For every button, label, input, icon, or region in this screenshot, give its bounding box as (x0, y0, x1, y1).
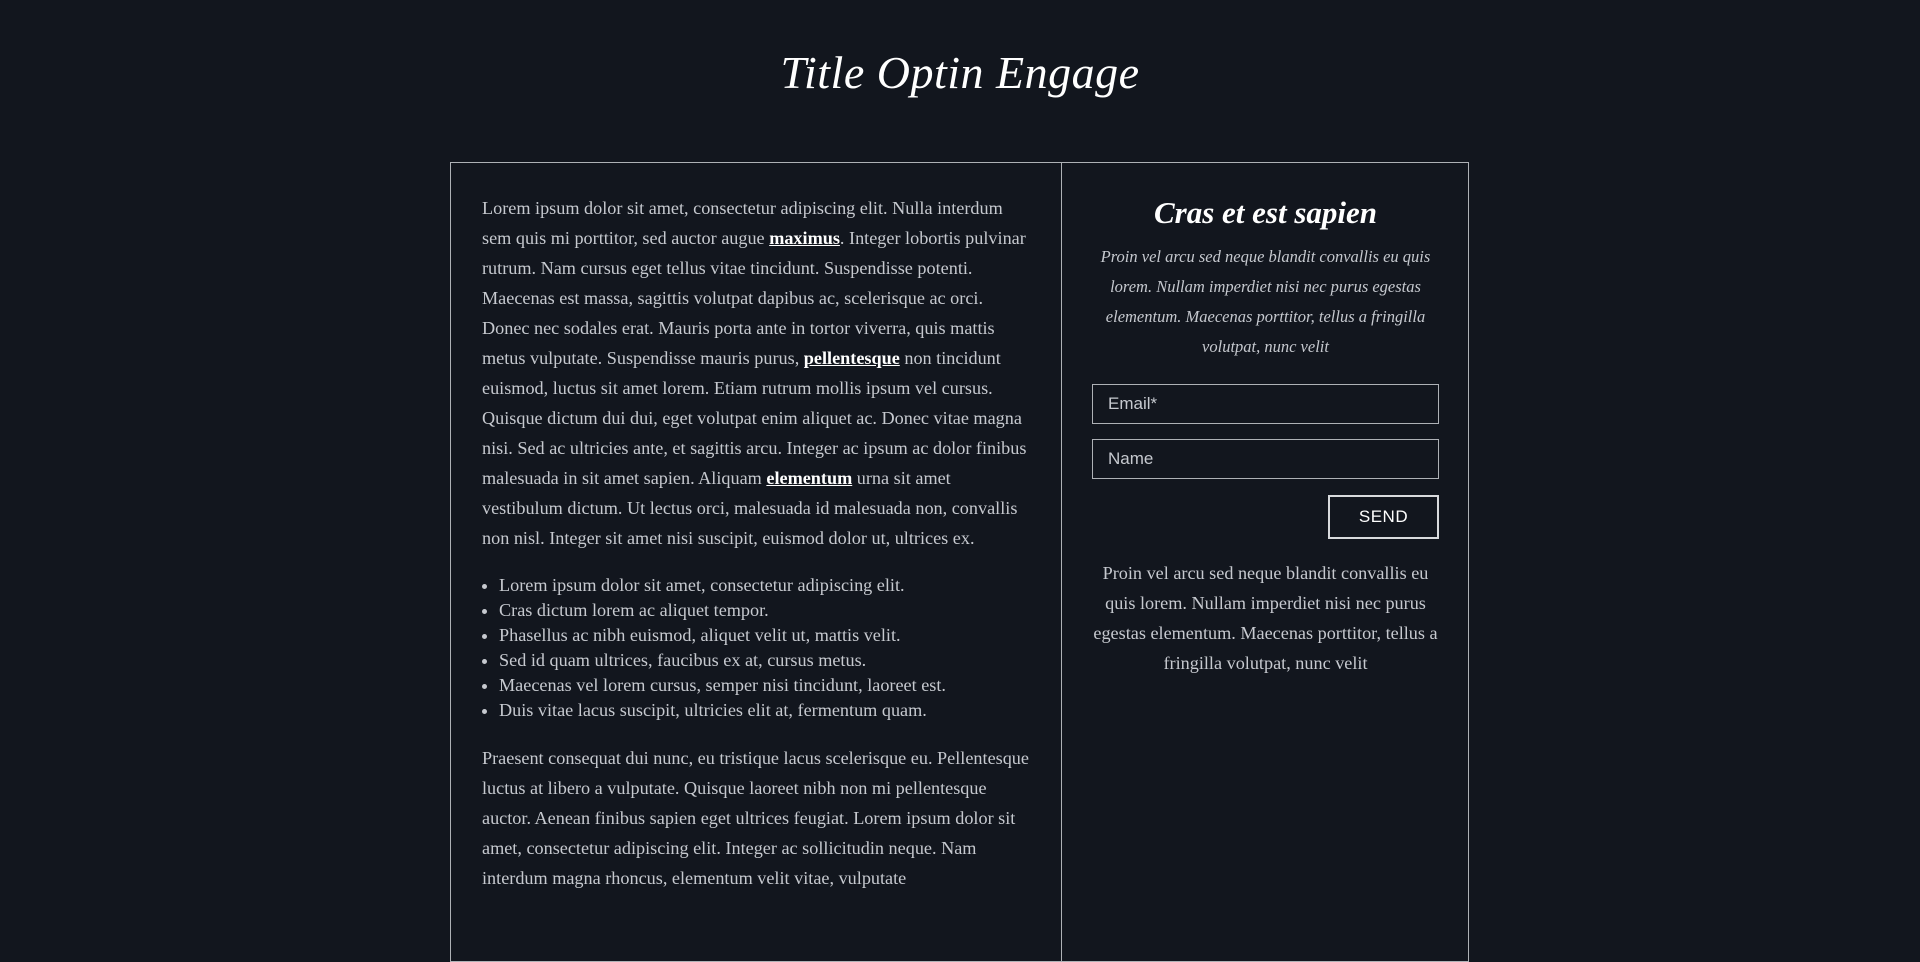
list-item: • Cras dictum lorem ac aliquet tempor. (499, 598, 1032, 623)
paragraph-text: urna sit amet vestibulum dictum. Ut lectus orci, malesuada id malesuada non, convallis non nisl. Integer sit amet nisi suscipit, euismod dolor ut, ultrices ex. (482, 468, 1018, 548)
email-field[interactable] (1092, 384, 1439, 424)
list-item: • Maecenas vel lorem cursus, semper nisi tincidunt, laoreet est. (499, 673, 1032, 698)
optin-heading: Cras et est sapien (1153, 195, 1378, 230)
maximus-link[interactable]: maximus (769, 228, 840, 248)
name-field[interactable] (1092, 439, 1439, 479)
paragraph-text: non tincidunt euismod, luctus sit amet lorem. Etiam rutrum mollis ipsum vel cursus. Quisque dictum dui dui, eget volutpat enim aliquet ac. Donec vitae magna nisi. Sed ac ultricies ante, et sagittis arcu. Integer ac ipsum ac dolor finibus malesuada in sit amet sapien. Aliquam (482, 348, 1027, 488)
second-paragraph: Praesent consequat dui nunc, eu tristique lacus scelerisque eu. Pellentesque luctus at libero a vulputate. Quisque laoreet nibh non mi pellentesque auctor. Aenean finibus sapien eget ultrices feugiat. Lorem ipsum dolor sit amet, consectetur adipiscing elit. Integer ac sollicitudin neque. Nam interdum magna rhoncus, elementum velit vitae, vulputate (482, 748, 1029, 888)
intro-paragraph (482, 193, 1032, 553)
list-item: • Sed id quam ultrices, faucibus ex at, cursus metus. (499, 648, 1032, 673)
send-button[interactable]: SEND (1328, 495, 1439, 539)
list-item: • Phasellus ac nibh euismod, aliquet velit ut, mattis velit. (499, 623, 1032, 648)
pellentesque-link[interactable]: pellentesque (803, 348, 900, 368)
optin-sidebar (1062, 193, 1469, 673)
main-content (482, 193, 1032, 893)
optin-footer-text: Proin vel arcu sed neque blandit convallis eu quis lorem. Nullam imperdiet nisi nec purus egestas elementum. Maecenas porttitor, tellus a fringilla volutpat, nunc velit (1093, 563, 1438, 673)
elementum-link[interactable]: elementum (766, 468, 853, 488)
paragraph-text: . Integer lobortis pulvinar rutrum. Nam cursus eget tellus vitae tincidunt. Suspendisse potenti. Maecenas est massa, sagittis volutpat dapibus ac, scelerisque ac orci. Donec nec sodales erat. Mauris porta ante in tortor viverra, quis mattis metus vulputate. Suspendisse mauris purus, (482, 228, 1026, 368)
content-frame (450, 162, 1469, 962)
list-item: • Duis vitae lacus suscipit, ultricies elit at, fermentum quam. (499, 698, 1032, 723)
optin-subtext: Proin vel arcu sed neque blandit convallis eu quis lorem. Nullam imperdiet nisi nec purus egestas elementum. Maecenas porttitor, tellus a fringilla volutpat, nunc velit (1100, 247, 1431, 356)
paragraph-text: Lorem ipsum dolor sit amet, consectetur adipiscing elit. Nulla interdum sem quis mi porttitor, sed auctor augue (482, 198, 1003, 248)
list-item: • Lorem ipsum dolor sit amet, consectetur adipiscing elit. (499, 573, 1032, 598)
page-title: Title Optin Engage (780, 47, 1140, 98)
bullet-list (482, 573, 1032, 723)
